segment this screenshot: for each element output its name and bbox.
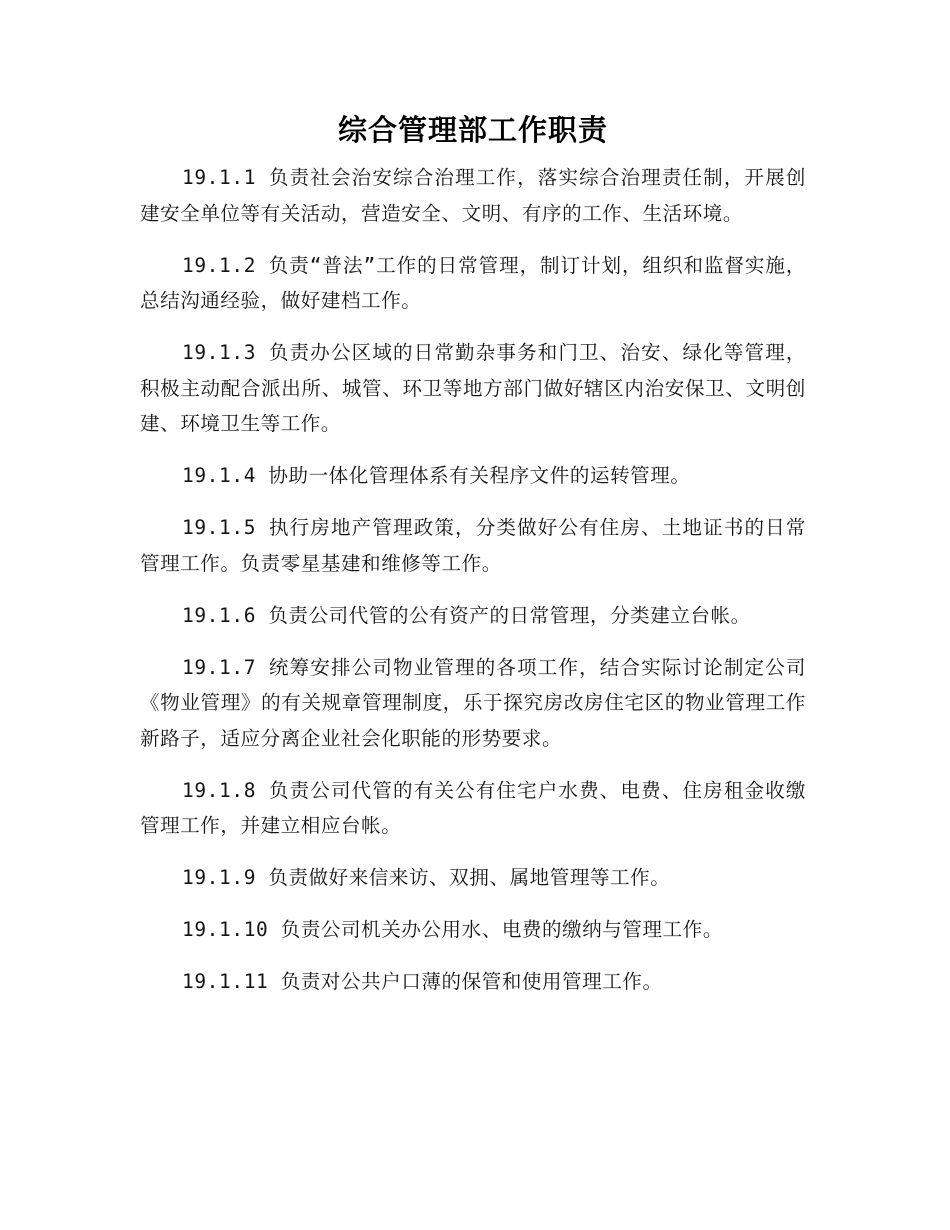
document-page: [140, 108, 806, 1016]
duty-paragraph-9: 19.1.9 负责做好来信来访、双拥、属地管理等工作。: [182, 866, 671, 889]
duty-paragraph-10: 19.1.10 负责公司机关办公用水、电费的缴纳与管理工作。: [182, 918, 723, 941]
duty-paragraph-1: 19.1.1 负责社会治安综合治理工作，落实综合治理责任制，开展创建安全单位等有关活动，营造安全、文明、有序的工作、生活环境。: [140, 166, 806, 225]
duty-paragraph-5: 19.1.5 执行房地产管理政策，分类做好公有住房、土地证书的日常管理工作。负责零星基建和维修等工作。: [140, 516, 806, 575]
duty-paragraph-11: 19.1.11 负责对公共户口薄的保管和使用管理工作。: [182, 970, 663, 993]
duty-paragraph-7: 19.1.7 统筹安排公司物业管理的各项工作，结合实际讨论制定公司《物业管理》的有关规章管理制度，乐于探究房改房住宅区的物业管理工作新路子，适应分离企业社会化职能的形势要求。: [140, 655, 806, 750]
duty-paragraph-6: 19.1.6 负责公司代管的公有资产的日常管理，分类建立台帐。: [182, 603, 751, 627]
duty-paragraph-3: 19.1.3 负责办公区域的日常勤杂事务和门卫、治安、绿化等管理，积极主动配合派出所、城管、环卫等地方部门做好辖区内治安保卫、文明创建、环境卫生等工作。: [140, 341, 806, 435]
duty-paragraph-4: 19.1.4 协助一体化管理体系有关程序文件的运转管理。: [182, 464, 691, 487]
document-title: 综合管理部工作职责: [337, 113, 608, 147]
duty-paragraph-2: 19.1.2 负责“普法”工作的日常管理，制订计划，组织和监督实施，总结沟通经验，做好建档工作。: [140, 253, 806, 312]
duty-paragraph-8: 19.1.8 负责公司代管的有关公有住宅户水费、电费、住房租金收缴管理工作，并建立相应台帐。: [140, 778, 806, 837]
